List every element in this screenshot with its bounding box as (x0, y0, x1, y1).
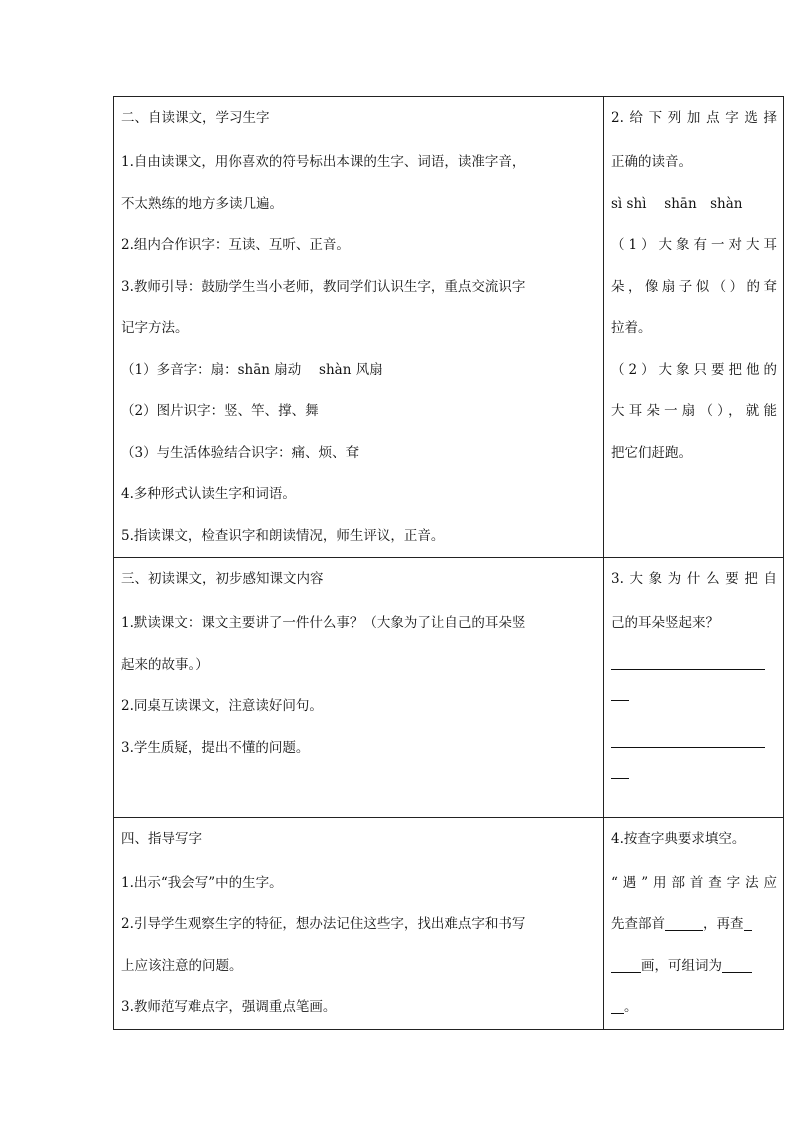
step-line: 2.组内合作识字：互读、互听、正音。 (121, 237, 350, 253)
section-3-steps (114, 558, 604, 818)
step-line: 记字方法。 (121, 320, 189, 336)
exercise-line: （1）大象有一对大耳 (611, 237, 777, 253)
step-line: 3.教师引导：鼓励学生当小老师，教同学们认识生字，重点交流识字 (121, 278, 526, 295)
fill-blank-word[interactable] (722, 958, 752, 973)
step-line: 5.指读课文，检查识字和朗读情况，师生评议，正音。 (121, 527, 445, 544)
exercise-line: 4.按查字典要求填空。 (611, 830, 746, 847)
exercise-line: 拉着。 (611, 320, 652, 336)
step-line: 上应该注意的问题。 (121, 957, 243, 974)
step-line: 4.多种形式认读生字和词语。 (121, 486, 296, 502)
exercise-line: 把它们赶跑。 (611, 444, 692, 461)
exercise-text: 先查部首 (611, 916, 665, 932)
fill-blank-strokes-cont[interactable] (611, 958, 641, 973)
step-line: 1.出示“我会写”中的生字。 (121, 874, 283, 891)
exercise-line: 朵，像扇子似（）的耷 (611, 278, 777, 295)
step-line: 1.默读课文：课文主要讲了一件什么事？（大象为了让自己的耳朵竖 (121, 615, 526, 631)
step-line: 3.学生质疑，提出不懂的问题。 (121, 739, 310, 756)
exercise-line: 正确的读音。 (611, 154, 692, 170)
exercise-line: 大耳朵一扇（），就能 (611, 403, 777, 419)
step-line: 2.同桌互读课文，注意读好问句。 (121, 698, 323, 714)
step-line: 2.引导学生观察生字的特征，想办法记住这些字，找出难点字和书写 (121, 916, 526, 932)
pinyin-options: sì shì shān shàn (611, 195, 743, 212)
fill-blank-word-cont[interactable] (611, 999, 624, 1014)
answer-blank-1[interactable] (611, 669, 777, 717)
section-4-steps (114, 817, 604, 1029)
step-line: （3）与生活体验结合识字：痛、烦、耷 (121, 444, 360, 461)
exercise-4 (604, 817, 784, 1029)
step-line: 不太熟练的地方多读几遍。 (121, 195, 283, 212)
answer-blank-2[interactable] (611, 747, 777, 817)
exercise-line: （2）大象只要把他的 (611, 361, 777, 378)
lesson-plan-table (113, 96, 784, 1030)
table-row (114, 817, 784, 1029)
exercise-line (611, 904, 777, 946)
exercise-line (611, 946, 777, 988)
exercise-line: 2.给下列加点字选择 (611, 110, 777, 126)
exercise-text: 。 (624, 999, 638, 1015)
step-line: （2）图片识字：竖、竿、撑、舞 (121, 403, 319, 419)
step-line: （1）多音字：扇：shān 扇动 shàn 风扇 (121, 361, 383, 378)
fill-blank-strokes[interactable] (744, 916, 752, 931)
exercise-line: 3.大象为什么要把自 (611, 571, 777, 587)
table-row (114, 558, 784, 818)
section-heading: 二、自读课文，学习生字 (121, 110, 270, 126)
step-line: 起来的故事。） (121, 656, 209, 673)
step-line: 1.自由读课文，用你喜欢的符号标出本课的生字、词语，读准字音， (121, 154, 526, 170)
exercise-3 (604, 558, 784, 818)
step-line: 3.教师范写难点字，强调重点笔画。 (121, 999, 337, 1015)
exercise-2 (604, 97, 784, 558)
exercise-line: “遇”用部首查字法应 (611, 874, 777, 891)
section-2-steps (114, 97, 604, 558)
table-row (114, 97, 784, 558)
exercise-text: ，再查 (703, 916, 744, 932)
exercise-line (611, 987, 777, 1029)
exercise-line: 己的耳朵竖起来？ (611, 615, 719, 631)
section-heading: 三、初读课文，初步感知课文内容 (121, 571, 324, 587)
exercise-text: 画，可组词为 (641, 957, 722, 974)
section-heading: 四、指导写字 (121, 830, 202, 847)
fill-blank-radical[interactable] (665, 916, 703, 931)
